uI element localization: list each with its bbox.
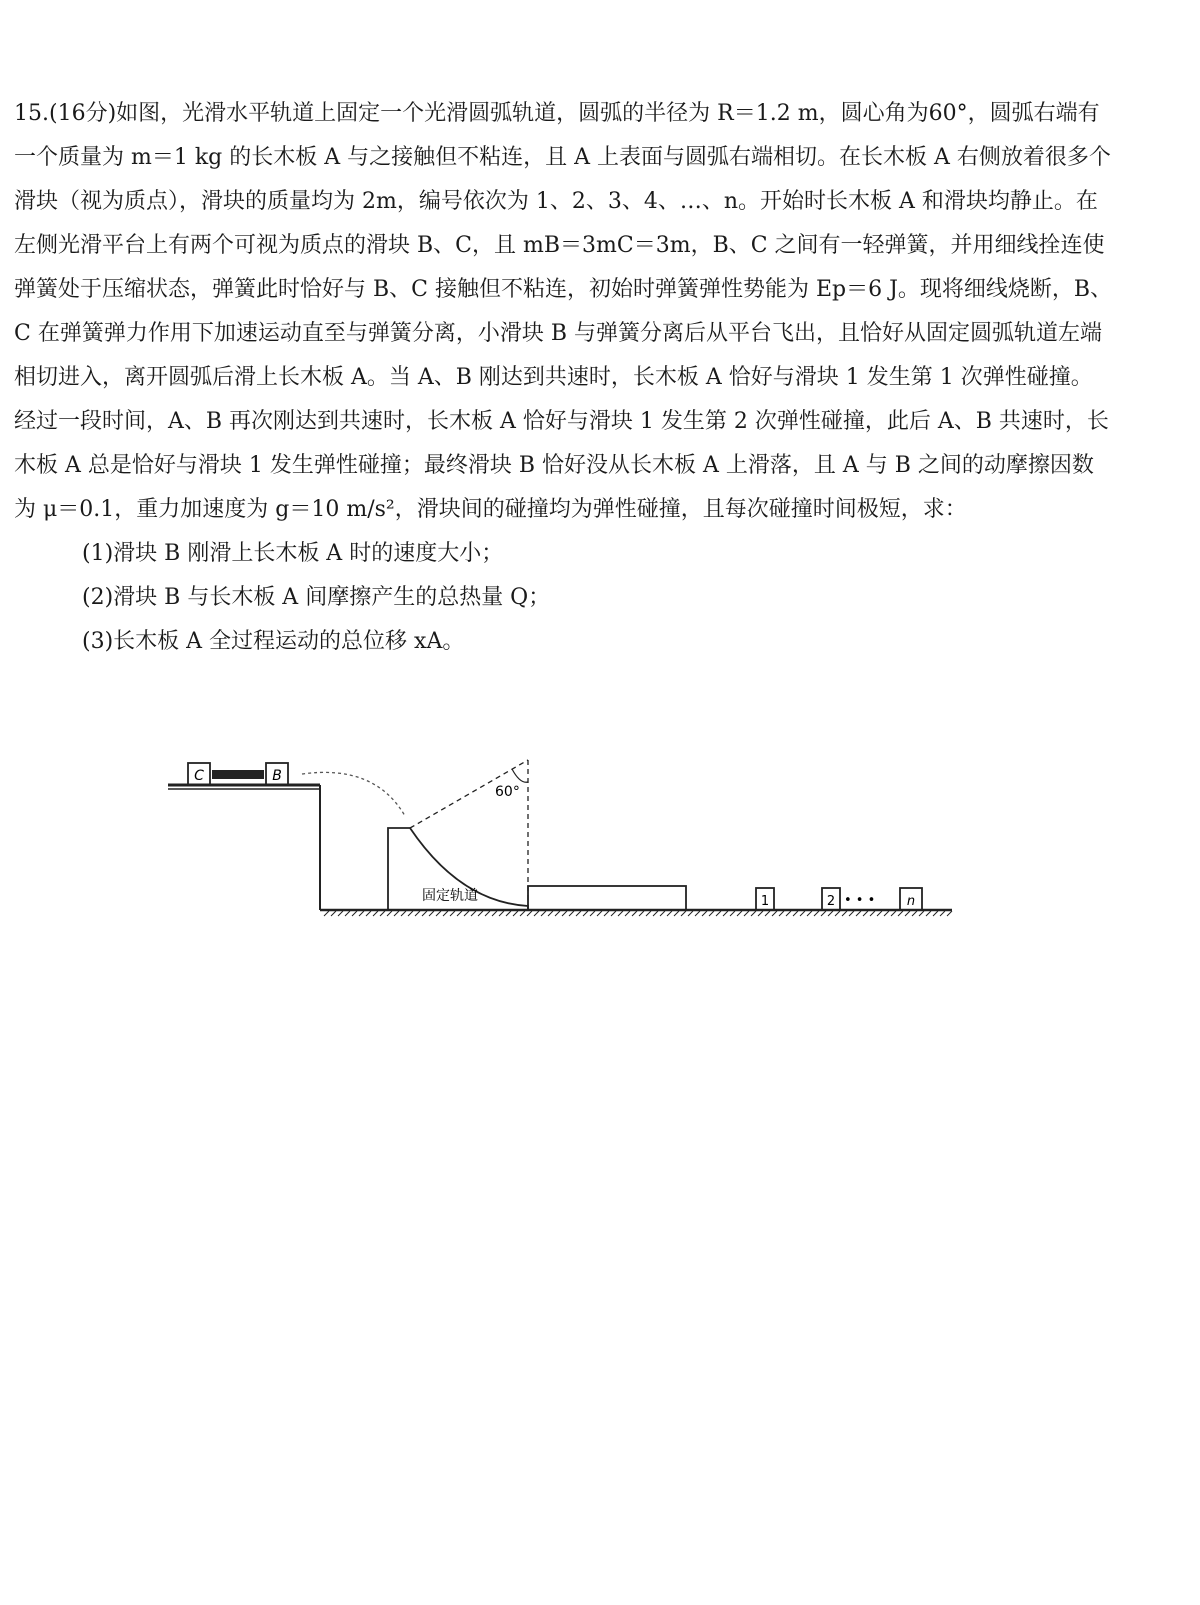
hatch-mark: [898, 911, 903, 916]
question-3: (3)长木板 A 全过程运动的总位移 xA。: [82, 629, 465, 654]
slider-1-label: 1: [760, 894, 770, 909]
hatch-mark: [527, 911, 532, 916]
hatch-mark: [779, 911, 784, 916]
hatch-mark: [352, 911, 357, 916]
hatch-mark: [814, 911, 819, 916]
hatch-mark: [716, 911, 721, 916]
hatch-mark: [422, 911, 427, 916]
hatch-mark: [905, 911, 910, 916]
hatch-mark: [345, 911, 350, 916]
hatch-mark: [541, 911, 546, 916]
hatch-mark: [688, 911, 693, 916]
hatch-mark: [863, 911, 868, 916]
hatch-mark: [387, 911, 392, 916]
question-2: (2)滑块 B 与长木板 A 间摩擦产生的总热量 Q；: [82, 585, 551, 610]
hatch-mark: [653, 911, 658, 916]
angle-arc: [512, 769, 528, 782]
hatch-mark: [464, 911, 469, 916]
hatch-mark: [807, 911, 812, 916]
hatch-mark: [436, 911, 441, 916]
hatch-mark: [723, 911, 728, 916]
hatch-mark: [919, 911, 924, 916]
hatch-mark: [870, 911, 875, 916]
ellipsis: • • •: [844, 893, 876, 908]
hatch-mark: [877, 911, 882, 916]
hatch-mark: [450, 911, 455, 916]
hatch-mark: [618, 911, 623, 916]
hatch-mark: [751, 911, 756, 916]
hatch-mark: [625, 911, 630, 916]
hatch-mark: [891, 911, 896, 916]
hatch-mark: [492, 911, 497, 916]
hatch-mark: [695, 911, 700, 916]
hatch-mark: [772, 911, 777, 916]
hatch-mark: [849, 911, 854, 916]
hatch-mark: [709, 911, 714, 916]
hatch-mark: [940, 911, 945, 916]
hatch-mark: [639, 911, 644, 916]
hatch-mark: [331, 911, 336, 916]
hatch-mark: [590, 911, 595, 916]
hatch-mark: [520, 911, 525, 916]
fixed-track-label: 固定轨道: [422, 888, 478, 904]
hatch-mark: [506, 911, 511, 916]
hatch-mark: [926, 911, 931, 916]
hatch-mark: [856, 911, 861, 916]
block-c-label: C: [194, 768, 204, 784]
hatch-mark: [793, 911, 798, 916]
hatch-mark: [373, 911, 378, 916]
hatch-mark: [429, 911, 434, 916]
hatch-mark: [485, 911, 490, 916]
hatch-mark: [821, 911, 826, 916]
hatch-mark: [548, 911, 553, 916]
question-1: (1)滑块 B 刚滑上长木板 A 时的速度大小；: [82, 541, 504, 566]
problem-points: (16分): [49, 101, 117, 126]
hatch-mark: [681, 911, 686, 916]
hatch-mark: [933, 911, 938, 916]
board-a: [528, 886, 686, 910]
physics-diagram: [160, 752, 960, 922]
hatch-mark: [359, 911, 364, 916]
hatch-mark: [667, 911, 672, 916]
hatch-mark: [702, 911, 707, 916]
problem-15: [14, 92, 1114, 664]
hatch-mark: [730, 911, 735, 916]
problem-body-text: 如图，光滑水平轨道上固定一个光滑圆弧轨道，圆弧的半径为 R＝1.2 m，圆心角为60°，圆弧右端有一个质量为 m＝1 kg 的长木板 A 与之接触但不粘连，且 A 上表面与圆弧右端相切。在长木板 A 右侧放着很多个滑块（视为质点），滑块的质量均为 2m，编号依次为 1、2、3、4、…、n。开始时长木板 A 和滑块均静止。在左侧光滑平台上有两个可视为质点的滑块 B、C，且 mB＝3mC＝3m，B、C 之间有一轻弹簧，并用细线拴连使弹簧处于压缩状态，弹簧此时恰好与 B、C 接触但不粘连，初始时弹簧弹性势能为 Ep＝6 J。现将细线烧断，B、C 在弹簧弹力作用下加速运动直至与弹簧分离，小滑块 B 与弹簧分离后从平台飞出，且恰好从固定圆弧轨道左端相切进入，离开圆弧后滑上长木板 A。当 A、B 刚达到共速时，长木板 A 恰好与滑块 1 发生第 1 次弹性碰撞。经过一段时间，A、B 再次刚达到共速时，长木板 A 恰好与滑块 1 发生第 2 次弹性碰撞，此后 A、B 共速时，长木板 A 总是恰好与滑块 1 发生弹性碰撞；最终滑块 B 恰好没从长木板 A 上滑落，且 A 与 B 之间的动摩擦因数为 μ＝0.1，重力加速度为 g＝10 m/s²，滑块间的碰撞均为弹性碰撞，且每次碰撞时间极短，求：: [14, 101, 1113, 522]
hatch-mark: [884, 911, 889, 916]
hatch-mark: [611, 911, 616, 916]
hatch-mark: [604, 911, 609, 916]
hatch-mark: [457, 911, 462, 916]
problem-number: 15.: [14, 101, 49, 126]
hatch-mark: [324, 911, 329, 916]
ground-hatching: [324, 911, 952, 916]
hatch-mark: [632, 911, 637, 916]
hatch-mark: [765, 911, 770, 916]
hatch-mark: [380, 911, 385, 916]
hatch-mark: [366, 911, 371, 916]
hatch-mark: [835, 911, 840, 916]
hatch-mark: [394, 911, 399, 916]
hatch-mark: [842, 911, 847, 916]
hatch-mark: [786, 911, 791, 916]
hatch-mark: [576, 911, 581, 916]
hatch-mark: [744, 911, 749, 916]
hatch-mark: [401, 911, 406, 916]
hatch-mark: [338, 911, 343, 916]
hatch-mark: [597, 911, 602, 916]
hatch-mark: [646, 911, 651, 916]
hatch-mark: [800, 911, 805, 916]
hatch-mark: [583, 911, 588, 916]
hatch-mark: [660, 911, 665, 916]
hatch-mark: [674, 911, 679, 916]
hatch-mark: [534, 911, 539, 916]
hatch-mark: [408, 911, 413, 916]
hatch-mark: [499, 911, 504, 916]
diagram-svg: [160, 752, 960, 922]
trajectory-path: [302, 772, 405, 816]
hatch-mark: [513, 911, 518, 916]
hatch-mark: [443, 911, 448, 916]
slider-n-label: n: [906, 894, 916, 909]
hatch-mark: [569, 911, 574, 916]
angle-label: 60°: [495, 784, 520, 800]
hatch-mark: [555, 911, 560, 916]
problem-statement: [14, 92, 1114, 532]
hatch-mark: [758, 911, 763, 916]
hatch-mark: [415, 911, 420, 916]
hatch-mark: [912, 911, 917, 916]
hatch-mark: [828, 911, 833, 916]
hatch-mark: [562, 911, 567, 916]
hatch-mark: [471, 911, 476, 916]
hatch-mark: [478, 911, 483, 916]
slider-2-label: 2: [826, 894, 836, 909]
spring: [212, 770, 264, 779]
hatch-mark: [947, 911, 952, 916]
block-b-label: B: [272, 768, 282, 784]
hatch-mark: [737, 911, 742, 916]
